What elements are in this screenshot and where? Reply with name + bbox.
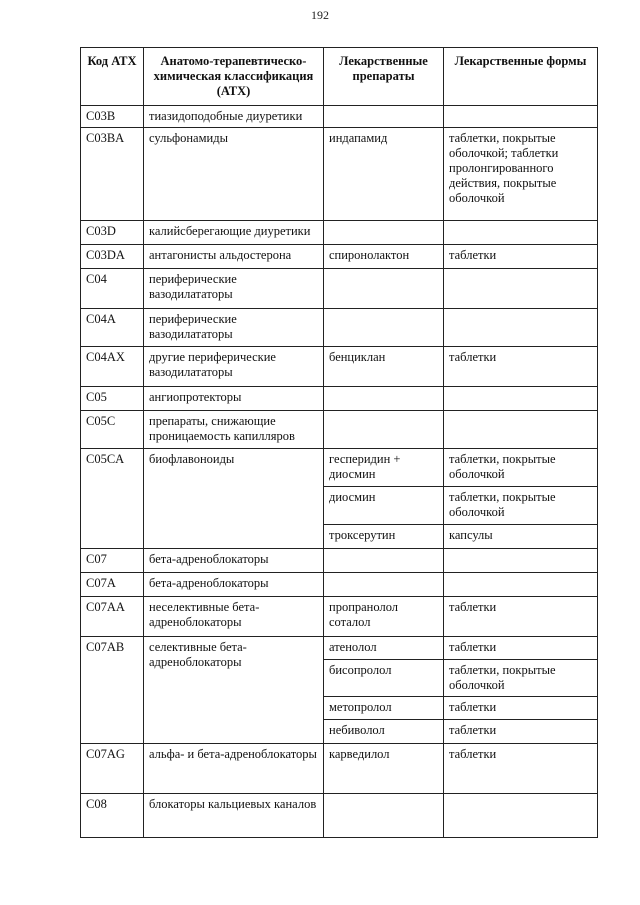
dosage-form-cell [444,573,598,597]
atx-classification-cell: калийсберегающие диуретики [144,221,324,245]
atx-classification-cell: периферические вазодилататоры [144,269,324,309]
drug-cell: карведилол [324,744,444,794]
dosage-form-cell: таблетки, покрытые оболочкой [444,660,598,697]
dosage-form-cell [444,221,598,245]
drug-cell: бисопролол [324,660,444,697]
table-row [81,347,598,387]
atx-code-cell: C04AX [81,347,144,387]
dosage-form-cell [444,411,598,449]
atx-code-cell: C04A [81,309,144,347]
drug-cell: спиронолактон [324,245,444,269]
table-row [81,309,598,347]
dosage-form-cell: таблетки, покрытые оболочкой [444,449,598,487]
drug-cell [324,794,444,838]
dosage-form-cell: капсулы [444,525,598,549]
atx-table [80,47,598,838]
dosage-form-cell [444,106,598,128]
atx-code-cell: C07AA [81,597,144,637]
dosage-form-cell: таблетки, покрытые оболочкой [444,487,598,525]
dosage-form-cell: таблетки [444,597,598,637]
table-row [81,106,598,128]
atx-classification-cell: периферические вазодилататоры [144,309,324,347]
dosage-form-cell [444,549,598,573]
table-row [81,549,598,573]
header-code: Код АТХ [81,48,144,106]
table-row [81,387,598,411]
atx-code-cell: C03B [81,106,144,128]
atx-code-cell: C07AG [81,744,144,794]
table-body [81,106,598,838]
table-row [81,245,598,269]
drug-cell: индапамид [324,128,444,221]
atx-code-cell: C05C [81,411,144,449]
atx-classification-cell: антагонисты альдостерона [144,245,324,269]
atx-code-cell: C03D [81,221,144,245]
table-row [81,794,598,838]
dosage-form-cell: таблетки [444,245,598,269]
drug-cell: пропранолол соталол [324,597,444,637]
drug-cell [324,309,444,347]
drug-cell [324,549,444,573]
header-classification: Анатомо-терапевтическо-химическая классификация (АТХ) [144,48,324,106]
dosage-form-cell: таблетки, покрытые оболочкой; таблетки пролонгированного действия, покрытые оболочкой [444,128,598,221]
atx-classification-cell: неселективные бета-адреноблокаторы [144,597,324,637]
drug-cell: диосмин [324,487,444,525]
atx-classification-cell: ангиопротекторы [144,387,324,411]
header-row [81,48,598,106]
page-number: 192 [311,8,329,22]
drug-cell: метопролол [324,697,444,720]
atx-code-cell: C07AB [81,637,144,744]
dosage-form-cell [444,309,598,347]
dosage-form-cell: таблетки [444,697,598,720]
drug-cell: бенциклан [324,347,444,387]
drug-cell [324,269,444,309]
dosage-form-cell: таблетки [444,347,598,387]
header-forms: Лекарственные формы [444,48,598,106]
atx-code-cell: C07 [81,549,144,573]
atx-code-cell: C08 [81,794,144,838]
drug-cell: гесперидин + диосмин [324,449,444,487]
table-row [81,597,598,637]
drug-cell [324,411,444,449]
table-row [81,573,598,597]
table-row [81,411,598,449]
atx-classification-cell: бета-адреноблокаторы [144,573,324,597]
atx-code-cell: C04 [81,269,144,309]
atx-code-cell: C05CA [81,449,144,549]
table-row [81,128,598,221]
drug-cell: атенолол [324,637,444,660]
drug-cell [324,221,444,245]
dosage-form-cell: таблетки [444,637,598,660]
table-row [81,637,598,660]
table-row [81,221,598,245]
atx-classification-cell: сульфонамиды [144,128,324,221]
table-row [81,269,598,309]
dosage-form-cell [444,794,598,838]
drug-cell: троксерутин [324,525,444,549]
atx-classification-cell: препараты, снижающие проницаемость капилляров [144,411,324,449]
dosage-form-cell: таблетки [444,720,598,744]
drug-cell [324,387,444,411]
atx-code-cell: C03DA [81,245,144,269]
atx-classification-cell: селективные бета-адреноблокаторы [144,637,324,744]
atx-classification-cell: бета-адреноблокаторы [144,549,324,573]
atx-classification-cell: другие периферические вазодилататоры [144,347,324,387]
table-header [81,48,598,106]
dosage-form-cell [444,387,598,411]
atx-classification-cell: блокаторы кальциевых каналов [144,794,324,838]
atx-classification-cell: альфа- и бета-адреноблокаторы [144,744,324,794]
atx-classification-cell: тиазидоподобные диуретики [144,106,324,128]
table-row [81,744,598,794]
dosage-form-cell: таблетки [444,744,598,794]
table-row [81,449,598,487]
drug-cell [324,106,444,128]
header-drugs: Лекарственные препараты [324,48,444,106]
drug-cell: небиволол [324,720,444,744]
atx-code-cell: C03BA [81,128,144,221]
atx-code-cell: C07A [81,573,144,597]
dosage-form-cell [444,269,598,309]
atx-classification-cell: биофлавоноиды [144,449,324,549]
atx-code-cell: C05 [81,387,144,411]
drug-cell [324,573,444,597]
